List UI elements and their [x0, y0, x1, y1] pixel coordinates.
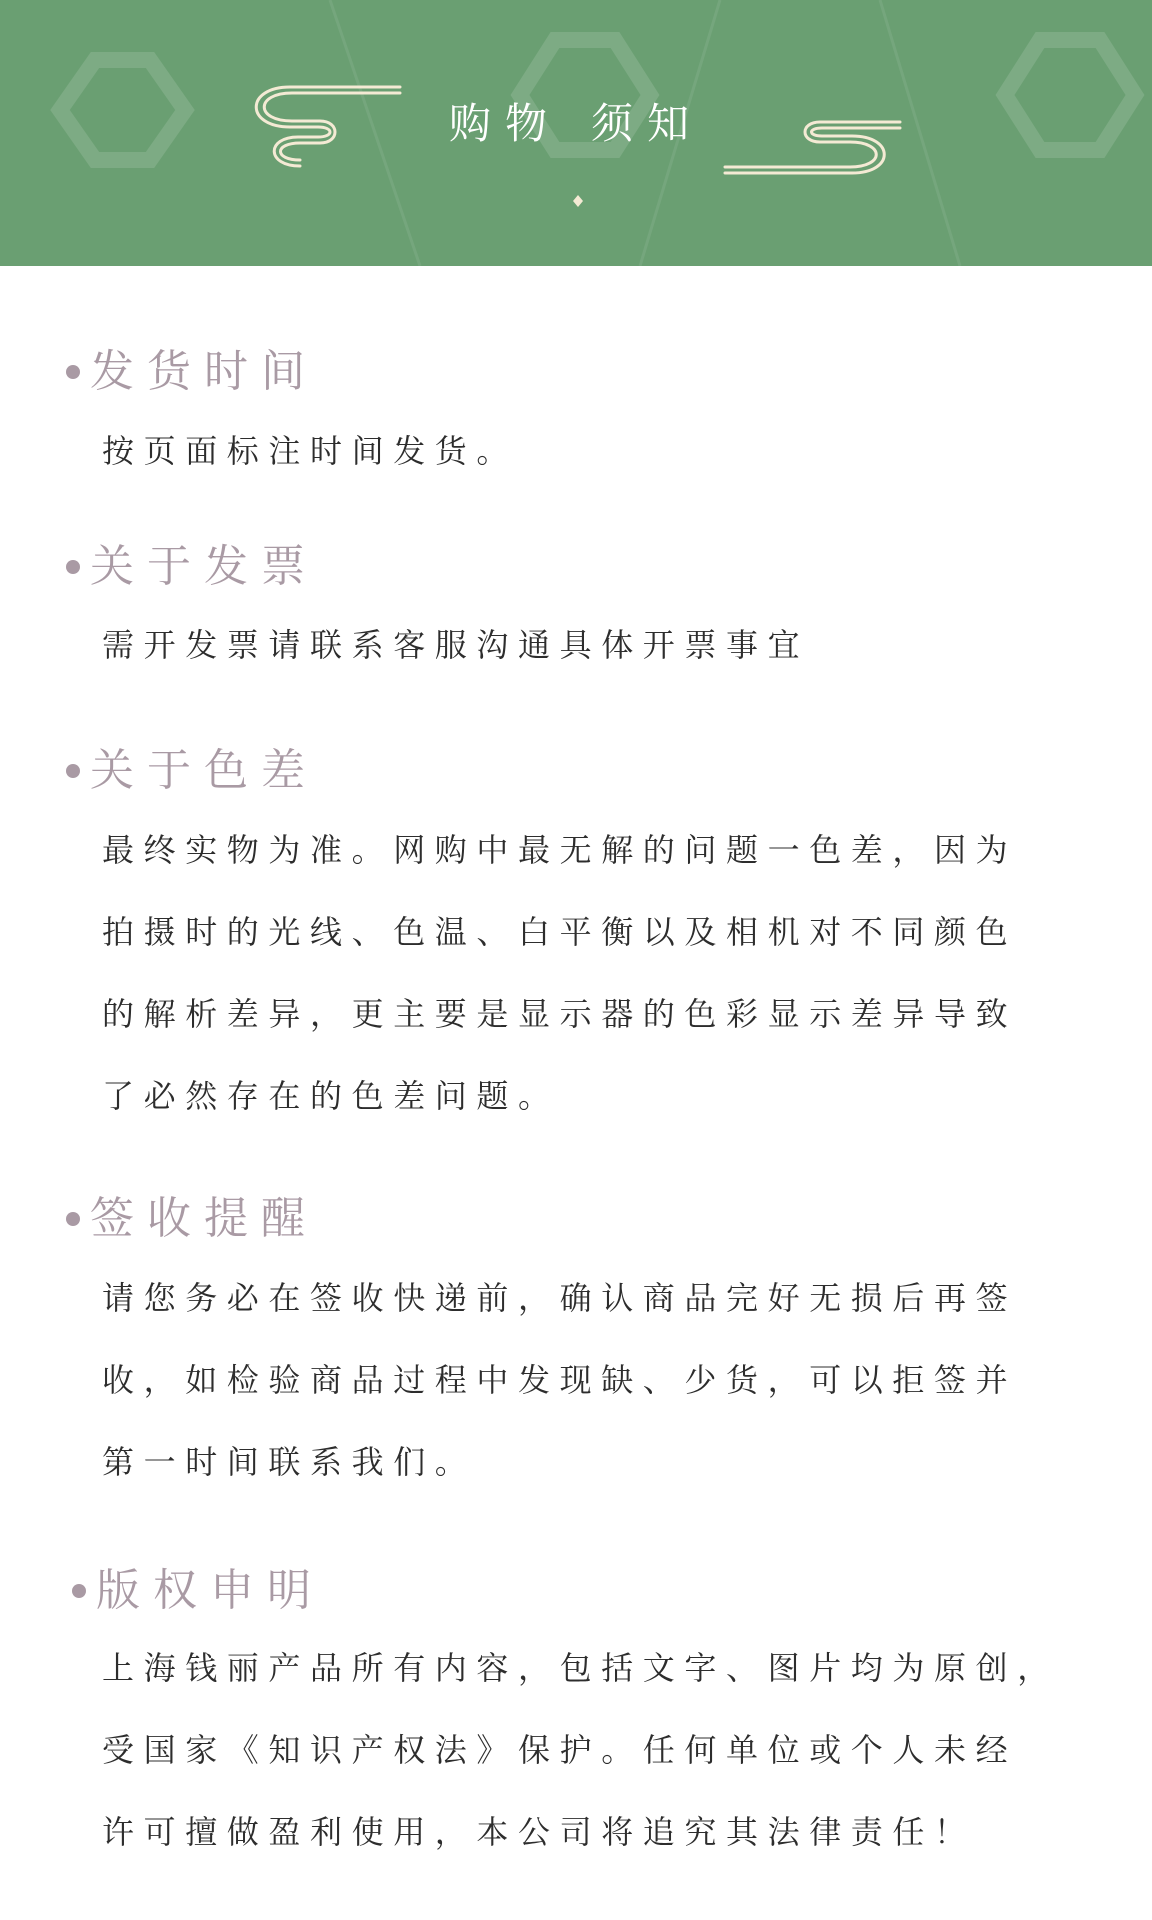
title-part-2: 须知: [591, 99, 704, 148]
section-heading: [72, 1563, 324, 1619]
body-line: 收，如检验商品过程中发现缺、少货，可以拒签并: [102, 1361, 1018, 1399]
section-heading: [66, 539, 318, 595]
section-title: 版权申明: [96, 1565, 324, 1616]
section-heading: [66, 344, 318, 400]
body-line: 了必然存在的色差问题。: [102, 1077, 560, 1115]
section-body: [102, 1627, 1059, 1873]
body-line: 的解析差异，更主要是显示器的色彩显示差异导致: [102, 995, 1018, 1033]
body-line: 拍摄时的光线、色温、白平衡以及相机对不同颜色: [102, 913, 1018, 951]
section-title: 签收提醒: [90, 1193, 318, 1244]
bullet-dot-icon: [66, 365, 80, 379]
bullet-dot-icon: [66, 764, 80, 778]
title-part-1: 购物: [448, 99, 561, 148]
bullet-dot-icon: [72, 1584, 86, 1598]
bullet-dot-icon: [66, 560, 80, 574]
body-line: 上海钱丽产品所有内容，包括文字、图片均为原创，: [102, 1649, 1059, 1687]
bullet-dot-icon: [66, 1212, 80, 1226]
page-title: [0, 94, 1152, 154]
section-heading: [66, 1191, 318, 1247]
body-line: 最终实物为准。网购中最无解的问题一色差，因为: [102, 831, 1018, 869]
body-line: 第一时间联系我们。: [102, 1443, 477, 1481]
section-title: 关于发票: [90, 541, 318, 592]
diamond-ornament: [573, 195, 583, 207]
body-line: 受国家《知识产权法》保护。任何单位或个人未经: [102, 1731, 1018, 1769]
section-title: 发货时间: [90, 346, 318, 397]
body-line: 许可擅做盈利使用，本公司将追究其法律责任！: [102, 1813, 976, 1851]
body-line: 请您务必在签收快递前，确认商品完好无损后再签: [102, 1279, 1018, 1317]
section-heading: [66, 743, 318, 799]
section-body: [102, 410, 1052, 492]
section-body: [102, 604, 1052, 686]
section-body: [102, 1257, 1052, 1503]
body-line: 需开发票请联系客服沟通具体开票事宜: [102, 626, 810, 664]
body-line: 按页面标注时间发货。: [102, 432, 519, 470]
header-banner: [0, 0, 1152, 266]
section-body: [102, 809, 1052, 1137]
section-title: 关于色差: [90, 745, 318, 796]
